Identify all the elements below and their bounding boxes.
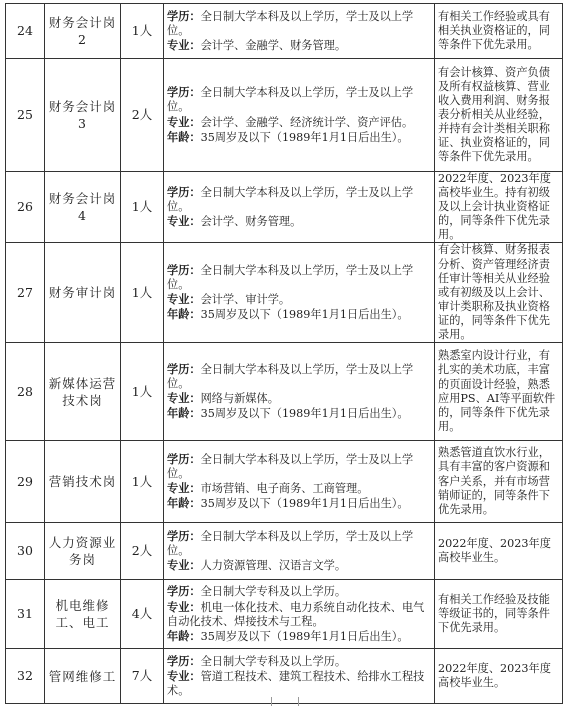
major-text: 会计学、金融学、财务管理。 [200, 39, 347, 53]
requirements [164, 343, 435, 441]
row-number: 27 [6, 243, 45, 343]
table-row [6, 59, 563, 172]
edu-text: 全日制大学本科及以上学历，学士及以上学位。 [167, 529, 414, 558]
edu-label: 学历： [167, 451, 201, 466]
requirements [164, 649, 435, 704]
row-number: 30 [6, 523, 45, 580]
major-label: 专业： [167, 558, 201, 573]
edu-text: 全日制大学本科及以上学历，学士及以上学位。 [167, 264, 414, 292]
table-row [6, 441, 563, 523]
age-text: 35周岁及以下（1989年1月1日后出生）。 [200, 308, 409, 322]
preference-note: 熟悉室内设计行业，有扎实的美术功底，丰富的页面设计经验，熟悉应用PS、AI等平面软件的，同等条件下优先录用。 [435, 343, 563, 441]
edu-text: 全日制大学本科及以上学历，学士及以上学位。 [167, 86, 414, 114]
row-number: 29 [6, 441, 45, 523]
edu-label: 学历： [167, 185, 201, 200]
page-edge-mark [271, 697, 272, 706]
headcount: 2人 [121, 59, 164, 172]
major-label: 专业： [167, 481, 201, 496]
requirements [164, 4, 435, 59]
edu-text: 全日制大学本科及以上学历，学士及以上学位。 [167, 9, 414, 37]
edu-label: 学历： [167, 85, 201, 100]
headcount: 1人 [121, 441, 164, 523]
edu-label: 学历： [167, 653, 201, 668]
major-text: 会计学、财务管理。 [200, 215, 302, 229]
preference-note: 有会计核算、资产负债及所有权益核算、营业收入费用利润、财务报表分析相关从业经验，并持有会计类相关职称证、执业资格证的，同等条件下优先录用。 [435, 59, 563, 172]
row-number: 28 [6, 343, 45, 441]
edu-text: 全日制大学本科及以上学历，学士及以上学位。 [167, 186, 414, 214]
post-name: 人力资源业务岗 [45, 523, 121, 580]
row-number: 24 [6, 4, 45, 59]
table-row [6, 649, 563, 704]
major-label: 专业： [167, 292, 201, 307]
post-name: 管网维修工 [45, 649, 121, 704]
major-text: 人力资源管理、汉语言文学。 [200, 559, 347, 573]
headcount: 2人 [121, 523, 164, 580]
major-label: 专业： [167, 599, 201, 614]
major-label: 专业： [167, 114, 201, 129]
age-label: 年龄： [167, 129, 201, 144]
table-row [6, 523, 563, 580]
edu-label: 学历： [167, 584, 201, 599]
edu-text: 全日制大学专科及以上学历。 [200, 585, 347, 599]
table-row [6, 243, 563, 343]
row-number: 25 [6, 59, 45, 172]
post-name: 财务会计岗3 [45, 59, 121, 172]
post-name: 财务审计岗 [45, 243, 121, 343]
preference-note: 有相关工作经验及技能等级证书的，同等条件下优先录用。 [435, 580, 563, 649]
edu-text: 全日制大学本科及以上学历，学士及以上学位。 [167, 362, 414, 391]
requirements [164, 172, 435, 243]
post-name: 机电维修工、电工 [45, 580, 121, 649]
age-text: 35周岁及以下（1989年1月1日后出生）。 [200, 497, 409, 511]
edu-label: 学历： [167, 8, 201, 23]
major-label: 专业： [167, 214, 201, 229]
major-text: 市场营销、电子商务、工商管理。 [200, 482, 369, 496]
post-name: 营销技术岗 [45, 441, 121, 523]
table-row [6, 343, 563, 441]
age-text: 35周岁及以下（1989年1月1日后出生）。 [200, 629, 409, 643]
major-text: 会计学、金融学、经济统计学、资产评估。 [200, 115, 414, 129]
preference-note: 有相关工作经验或具有相关执业资格证的，同等条件下优先录用。 [435, 4, 563, 59]
major-label: 专业： [167, 391, 201, 406]
post-name: 财务会计岗4 [45, 172, 121, 243]
preference-note: 熟悉管道直饮水行业，具有丰富的客户资源和客户关系，并有市场营销师证的，同等条件下优先录用。 [435, 441, 563, 523]
row-number: 32 [6, 649, 45, 704]
table-row [6, 4, 563, 59]
edu-label: 学历： [167, 263, 201, 278]
headcount: 4人 [121, 580, 164, 649]
page-edge-mark [298, 697, 299, 706]
requirements [164, 523, 435, 580]
edu-label: 学历： [167, 528, 201, 543]
age-text: 35周岁及以下（1989年1月1日后出生）。 [200, 407, 409, 421]
major-text: 机电一体化技术、电力系统自动化技术、电气自动化技术、焊接技术与工程。 [167, 600, 425, 628]
preference-note: 2022年度、2023年度高校毕业生。 [435, 649, 563, 704]
major-text: 会计学、审计学。 [200, 293, 291, 307]
age-label: 年龄： [167, 628, 201, 643]
row-number: 26 [6, 172, 45, 243]
headcount: 1人 [121, 4, 164, 59]
requirements [164, 441, 435, 523]
edu-label: 学历： [167, 361, 201, 376]
edu-text: 全日制大学专科及以上学历。 [200, 654, 347, 668]
age-text: 35周岁及以下（1989年1月1日后出生）。 [200, 130, 409, 144]
preference-note: 2022年度、2023年度高校毕业生。持有初级及以上会计执业资格证的，同等条件下优先录用。 [435, 172, 563, 243]
recruitment-table [5, 3, 563, 704]
major-label: 专业： [167, 669, 201, 684]
age-label: 年龄： [167, 406, 201, 421]
age-label: 年龄： [167, 496, 201, 511]
headcount: 7人 [121, 649, 164, 704]
headcount: 1人 [121, 243, 164, 343]
major-text: 网络与新媒体。 [200, 392, 279, 406]
table-row [6, 172, 563, 243]
preference-note: 2022年度、2023年度高校毕业生。 [435, 523, 563, 580]
table-row [6, 580, 563, 649]
requirements [164, 580, 435, 649]
post-name: 财务会计岗2 [45, 4, 121, 59]
requirements [164, 243, 435, 343]
age-label: 年龄： [167, 307, 201, 322]
edu-text: 全日制大学本科及以上学历，学士及以上学位。 [167, 452, 414, 481]
preference-note: 有会计核算、财务报表分析、资产管理经济责任审计等相关从业经验或有初级及以上会计、审计类职称及执业资格证的，同等条件下优先录用。 [435, 243, 563, 343]
major-text: 管道工程技术、建筑工程技术、给排水工程技术。 [167, 670, 425, 698]
headcount: 1人 [121, 172, 164, 243]
requirements [164, 59, 435, 172]
post-name: 新媒体运营技术岗 [45, 343, 121, 441]
major-label: 专业： [167, 38, 201, 53]
row-number: 31 [6, 580, 45, 649]
headcount: 1人 [121, 343, 164, 441]
